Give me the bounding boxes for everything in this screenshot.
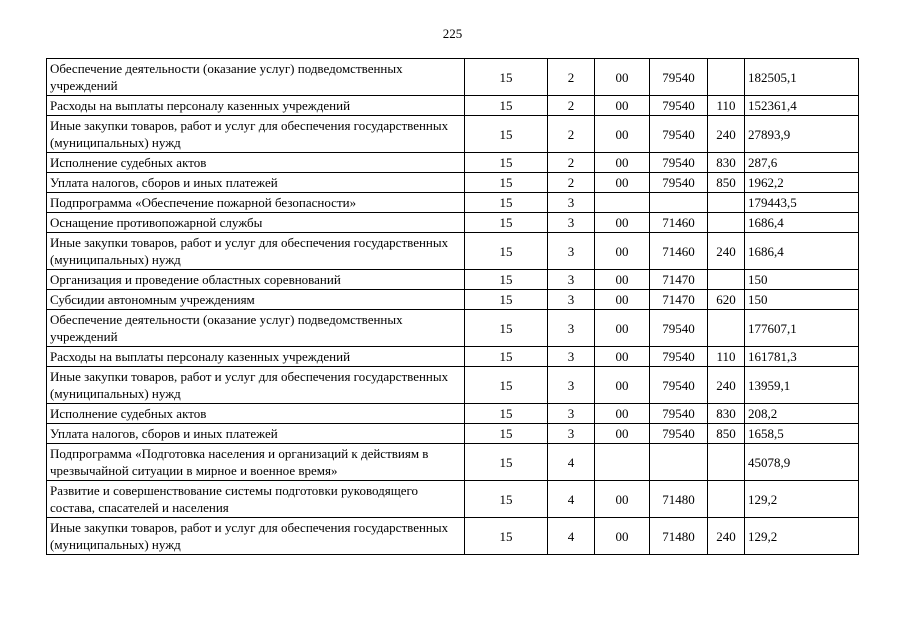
cell-program: 00 — [595, 213, 650, 233]
cell-subsection: 2 — [548, 96, 595, 116]
budget-table — [46, 58, 859, 555]
table-row — [47, 424, 859, 444]
cell-program: 00 — [595, 424, 650, 444]
cell-program: 00 — [595, 96, 650, 116]
cell-subsection: 3 — [548, 310, 595, 347]
cell-section: 15 — [465, 367, 548, 404]
cell-name: Уплата налогов, сборов и иных платежей — [47, 173, 465, 193]
cell-amount: 182505,1 — [745, 59, 859, 96]
cell-section: 15 — [465, 193, 548, 213]
table-row — [47, 347, 859, 367]
cell-article: 79540 — [650, 347, 708, 367]
cell-amount: 161781,3 — [745, 347, 859, 367]
cell-section: 15 — [465, 481, 548, 518]
cell-amount: 177607,1 — [745, 310, 859, 347]
table-row — [47, 367, 859, 404]
cell-section: 15 — [465, 153, 548, 173]
cell-expense-type — [708, 310, 745, 347]
table-row — [47, 213, 859, 233]
cell-program: 00 — [595, 173, 650, 193]
table-row — [47, 116, 859, 153]
cell-subsection: 3 — [548, 347, 595, 367]
cell-name: Уплата налогов, сборов и иных платежей — [47, 424, 465, 444]
cell-article: 71470 — [650, 270, 708, 290]
cell-article: 79540 — [650, 424, 708, 444]
cell-amount: 27893,9 — [745, 116, 859, 153]
cell-article: 79540 — [650, 59, 708, 96]
cell-expense-type: 620 — [708, 290, 745, 310]
cell-name: Подпрограмма «Обеспечение пожарной безопасности» — [47, 193, 465, 213]
cell-article: 71480 — [650, 481, 708, 518]
cell-article: 71470 — [650, 290, 708, 310]
cell-section: 15 — [465, 290, 548, 310]
cell-amount: 1686,4 — [745, 213, 859, 233]
cell-article: 71460 — [650, 233, 708, 270]
cell-expense-type: 850 — [708, 424, 745, 444]
cell-article: 79540 — [650, 96, 708, 116]
cell-expense-type — [708, 213, 745, 233]
cell-expense-type: 240 — [708, 518, 745, 555]
cell-program: 00 — [595, 481, 650, 518]
cell-article: 79540 — [650, 153, 708, 173]
table-row — [47, 173, 859, 193]
cell-expense-type: 110 — [708, 96, 745, 116]
cell-section: 15 — [465, 347, 548, 367]
cell-subsection: 3 — [548, 270, 595, 290]
table-body — [47, 59, 859, 555]
table-row — [47, 153, 859, 173]
cell-subsection: 2 — [548, 116, 595, 153]
cell-name: Расходы на выплаты персоналу казенных учреждений — [47, 96, 465, 116]
cell-expense-type: 240 — [708, 116, 745, 153]
cell-subsection: 3 — [548, 233, 595, 270]
cell-subsection: 4 — [548, 444, 595, 481]
cell-section: 15 — [465, 444, 548, 481]
cell-article — [650, 444, 708, 481]
table-row — [47, 518, 859, 555]
cell-article — [650, 193, 708, 213]
cell-name: Иные закупки товаров, работ и услуг для обеспечения государственных (муниципальных) нужд — [47, 116, 465, 153]
cell-article: 79540 — [650, 404, 708, 424]
cell-amount: 129,2 — [745, 481, 859, 518]
cell-amount: 152361,4 — [745, 96, 859, 116]
cell-section: 15 — [465, 213, 548, 233]
cell-expense-type: 240 — [708, 367, 745, 404]
cell-expense-type — [708, 444, 745, 481]
cell-name: Подпрограмма «Подготовка населения и организаций к действиям в чрезвычайной ситуации в мирное и военное время» — [47, 444, 465, 481]
cell-section: 15 — [465, 116, 548, 153]
cell-article: 71460 — [650, 213, 708, 233]
cell-expense-type — [708, 59, 745, 96]
cell-program: 00 — [595, 518, 650, 555]
cell-amount: 150 — [745, 270, 859, 290]
cell-article: 79540 — [650, 367, 708, 404]
table-row — [47, 270, 859, 290]
cell-subsection: 3 — [548, 424, 595, 444]
cell-program: 00 — [595, 270, 650, 290]
cell-expense-type — [708, 193, 745, 213]
cell-section: 15 — [465, 270, 548, 290]
cell-name: Иные закупки товаров, работ и услуг для обеспечения государственных (муниципальных) нужд — [47, 367, 465, 404]
table-row — [47, 96, 859, 116]
cell-expense-type: 240 — [708, 233, 745, 270]
table-row — [47, 290, 859, 310]
table-row — [47, 310, 859, 347]
cell-program: 00 — [595, 59, 650, 96]
cell-amount: 1962,2 — [745, 173, 859, 193]
cell-subsection: 3 — [548, 367, 595, 404]
cell-subsection: 2 — [548, 153, 595, 173]
cell-name: Развитие и совершенствование системы подготовки руководящего состава, спасателей и населения — [47, 481, 465, 518]
cell-name: Расходы на выплаты персоналу казенных учреждений — [47, 347, 465, 367]
cell-article: 71480 — [650, 518, 708, 555]
table-row — [47, 481, 859, 518]
cell-amount: 13959,1 — [745, 367, 859, 404]
cell-amount: 45078,9 — [745, 444, 859, 481]
cell-name: Обеспечение деятельности (оказание услуг) подведомственных учреждений — [47, 59, 465, 96]
cell-amount: 150 — [745, 290, 859, 310]
cell-expense-type: 830 — [708, 404, 745, 424]
cell-subsection: 2 — [548, 59, 595, 96]
cell-name: Иные закупки товаров, работ и услуг для обеспечения государственных (муниципальных) нужд — [47, 233, 465, 270]
table-row — [47, 193, 859, 213]
cell-subsection: 3 — [548, 193, 595, 213]
cell-name: Оснащение противопожарной службы — [47, 213, 465, 233]
cell-section: 15 — [465, 233, 548, 270]
cell-expense-type: 110 — [708, 347, 745, 367]
cell-program: 00 — [595, 290, 650, 310]
cell-name: Исполнение судебных актов — [47, 153, 465, 173]
cell-article: 79540 — [650, 116, 708, 153]
table-row — [47, 444, 859, 481]
page-number: 225 — [442, 26, 463, 41]
cell-program: 00 — [595, 116, 650, 153]
cell-article: 79540 — [650, 310, 708, 347]
cell-article: 79540 — [650, 173, 708, 193]
cell-amount: 129,2 — [745, 518, 859, 555]
cell-name: Иные закупки товаров, работ и услуг для обеспечения государственных (муниципальных) нужд — [47, 518, 465, 555]
table-row — [47, 233, 859, 270]
cell-section: 15 — [465, 173, 548, 193]
cell-expense-type — [708, 270, 745, 290]
cell-name: Организация и проведение областных соревнований — [47, 270, 465, 290]
cell-subsection: 2 — [548, 173, 595, 193]
cell-program — [595, 193, 650, 213]
cell-section: 15 — [465, 518, 548, 555]
cell-program: 00 — [595, 404, 650, 424]
cell-amount: 208,2 — [745, 404, 859, 424]
cell-program — [595, 444, 650, 481]
cell-section: 15 — [465, 424, 548, 444]
cell-subsection: 3 — [548, 290, 595, 310]
cell-expense-type — [708, 481, 745, 518]
cell-amount: 1658,5 — [745, 424, 859, 444]
cell-subsection: 3 — [548, 404, 595, 424]
cell-section: 15 — [465, 310, 548, 347]
cell-name: Исполнение судебных актов — [47, 404, 465, 424]
cell-amount: 1686,4 — [745, 233, 859, 270]
cell-amount: 179443,5 — [745, 193, 859, 213]
table-row — [47, 59, 859, 96]
cell-name: Субсидии автономным учреждениям — [47, 290, 465, 310]
cell-subsection: 4 — [548, 518, 595, 555]
cell-name: Обеспечение деятельности (оказание услуг) подведомственных учреждений — [47, 310, 465, 347]
cell-program: 00 — [595, 310, 650, 347]
cell-program: 00 — [595, 233, 650, 270]
cell-expense-type: 850 — [708, 173, 745, 193]
cell-section: 15 — [465, 404, 548, 424]
cell-section: 15 — [465, 59, 548, 96]
cell-subsection: 4 — [548, 481, 595, 518]
cell-subsection: 3 — [548, 213, 595, 233]
cell-expense-type: 830 — [708, 153, 745, 173]
cell-program: 00 — [595, 367, 650, 404]
cell-program: 00 — [595, 347, 650, 367]
table-row — [47, 404, 859, 424]
cell-program: 00 — [595, 153, 650, 173]
cell-amount: 287,6 — [745, 153, 859, 173]
cell-section: 15 — [465, 96, 548, 116]
